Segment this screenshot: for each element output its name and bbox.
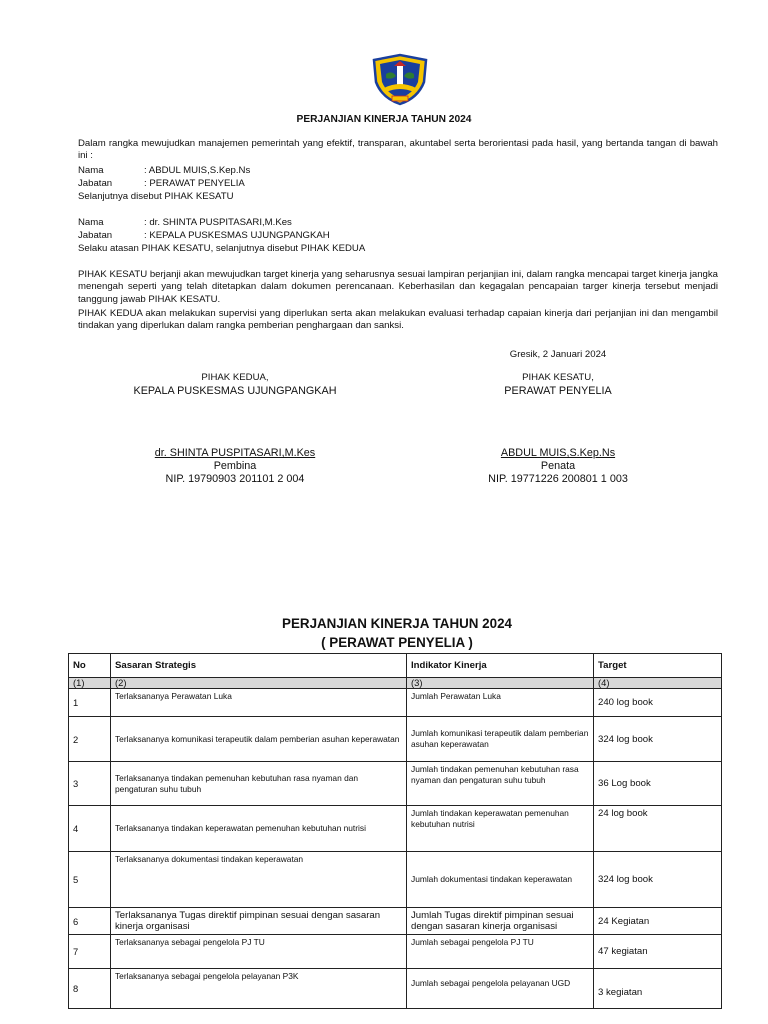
table-row	[69, 806, 722, 852]
sign-left-nip: NIP. 19790903 201101 2 004	[165, 473, 305, 485]
index-cell: (2)	[111, 678, 407, 689]
performance-target-table	[68, 653, 722, 1009]
row-target: 3 kegiatan	[594, 969, 722, 1009]
row-no: 8	[69, 969, 111, 1009]
header-indikator: Indikator Kinerja	[407, 654, 594, 678]
row-target: 324 log book	[594, 852, 722, 908]
supervision-paragraph: PIHAK KEDUA akan melakukan supervisi yang diperlukan serta akan melakukan evaluasi terhadap capaian kinerja dari perjanjian ini dan mengambil tindakan yang diperlukan dalam rangka pemberian penghargaan dan sanksi.	[78, 308, 718, 332]
party1-name-line	[78, 165, 250, 177]
row-sasaran: Terlaksananya sebagai pengelola pelayanan P3K	[111, 969, 407, 1009]
party1-note: Selanjutnya disebut PIHAK KESATU	[78, 191, 234, 202]
row-indikator: Jumlah komunikasi terapeutik dalam pemberian asuhan keperawatan	[407, 717, 594, 762]
table-index-row	[69, 678, 722, 689]
table-header-row	[69, 654, 722, 678]
table-row	[69, 852, 722, 908]
attachment-subtitle-line: ( PERAWAT PENYELIA )	[321, 635, 473, 650]
row-sasaran: Terlaksananya dokumentasi tindakan keperawatan	[111, 852, 407, 908]
table-row	[69, 935, 722, 969]
row-target: 24 Kegiatan	[594, 908, 722, 935]
value: : PERAWAT PENYELIA	[144, 178, 245, 189]
party1-position-line	[78, 178, 245, 190]
sign-left-role: PIHAK KEDUA,	[201, 372, 269, 383]
row-indikator: Jumlah Perawatan Luka	[407, 689, 594, 717]
row-sasaran: Terlaksananya Tugas direktif pimpinan sesuai dengan sasaran kinerja organisasi	[111, 908, 407, 935]
row-target: 47 kegiatan	[594, 935, 722, 969]
attachment-title	[0, 614, 768, 652]
sign-right-name	[460, 447, 656, 460]
index-cell: (1)	[69, 678, 111, 689]
row-indikator: Jumlah tindakan keperawatan pemenuhan kebutuhan nutrisi	[407, 806, 594, 852]
row-target: 240 log book	[594, 689, 722, 717]
sign-right-position: PERAWAT PENYELIA	[504, 385, 612, 397]
row-no: 1	[69, 689, 111, 717]
party2-name-line	[78, 217, 292, 229]
signing-date: Gresik, 2 Januari 2024	[509, 349, 607, 360]
table-row	[69, 717, 722, 762]
value: : dr. SHINTA PUSPITASARI,M.Kes	[144, 217, 292, 228]
row-sasaran: Terlaksananya Perawatan Luka	[111, 689, 407, 717]
row-no: 6	[69, 908, 111, 935]
table-row	[69, 908, 722, 935]
party2-position-line	[78, 230, 330, 242]
attachment-title-line: PERJANJIAN KINERJA TAHUN 2024	[282, 616, 512, 631]
row-target: 36 Log book	[594, 762, 722, 806]
row-no: 4	[69, 806, 111, 852]
label: Nama	[78, 165, 104, 176]
sign-left-rank: Pembina	[213, 460, 257, 472]
header-sasaran: Sasaran Strategis	[111, 654, 407, 678]
row-target: 324 log book	[594, 717, 722, 762]
header-no: No	[69, 654, 111, 678]
letter-title: PERJANJIAN KINERJA TAHUN 2024	[296, 114, 472, 125]
commitment-paragraph: PIHAK KESATU berjanji akan mewujudkan target kinerja yang seharusnya sesuai lampiran perjanjian ini, dalam rangka mencapai target kinerja jangka menengah seperti yang telah ditetapkan dalam dokumen perencanaan. Keberhasilan dan kegagalan pencapaian targer kinerja tersebut menjadi tanggung jawab PIHAK KESATU.	[78, 269, 718, 305]
row-indikator: Jumlah Tugas direktif pimpinan sesuai dengan sasaran kinerja organisasi	[407, 908, 594, 935]
index-cell: (4)	[594, 678, 722, 689]
row-target: 24 log book	[594, 806, 722, 852]
sign-left-name	[108, 447, 362, 460]
row-indikator: Jumlah sebagai pengelola pelayanan UGD	[407, 969, 594, 1009]
value: : KEPALA PUSKESMAS UJUNGPANGKAH	[144, 230, 330, 241]
sign-left-position: KEPALA PUSKESMAS UJUNGPANGKAH	[133, 385, 337, 397]
label: Jabatan	[78, 230, 113, 241]
party2-note: Selaku atasan PIHAK KESATU, selanjutnya disebut PIHAK KEDUA	[78, 243, 366, 254]
gresik-regency-emblem	[368, 52, 432, 106]
table-row	[69, 762, 722, 806]
sign-right-role: PIHAK KESATU,	[522, 372, 594, 383]
intro-paragraph: Dalam rangka mewujudkan manajemen pemerintah yang efektif, transparan, akuntabel serta berorientasi pada hasil, yang bertanda tangan di bawah ini :	[78, 138, 718, 162]
sign-right-nip: NIP. 19771226 200801 1 003	[488, 473, 628, 485]
row-no: 2	[69, 717, 111, 762]
row-sasaran: Terlaksananya tindakan pemenuhan kebutuhan rasa nyaman dan pengaturan suhu tubuh	[111, 762, 407, 806]
signer-name: dr. SHINTA PUSPITASARI,M.Kes	[154, 447, 316, 459]
row-indikator: Jumlah tindakan pemenuhan kebutuhan rasa nyaman dan pengaturan suhu tubuh	[407, 762, 594, 806]
header-target: Target	[594, 654, 722, 678]
signer-name: ABDUL MUIS,S.Kep.Ns	[500, 447, 616, 459]
row-indikator: Jumlah dokumentasi tindakan keperawatan	[407, 852, 594, 908]
row-sasaran: Terlaksananya komunikasi terapeutik dalam pemberian asuhan keperawatan	[111, 717, 407, 762]
sign-right-rank: Penata	[540, 460, 576, 472]
value: : ABDUL MUIS,S.Kep.Ns	[144, 165, 251, 176]
row-sasaran: Terlaksananya sebagai pengelola PJ TU	[111, 935, 407, 969]
row-indikator: Jumlah sebagai pengelola PJ TU	[407, 935, 594, 969]
table-row	[69, 969, 722, 1009]
table-row	[69, 689, 722, 717]
index-cell: (3)	[407, 678, 594, 689]
row-no: 5	[69, 852, 111, 908]
row-sasaran: Terlaksananya tindakan keperawatan pemenuhan kebutuhan nutrisi	[111, 806, 407, 852]
label: Nama	[78, 217, 104, 228]
row-no: 3	[69, 762, 111, 806]
label: Jabatan	[78, 178, 113, 189]
row-no: 7	[69, 935, 111, 969]
